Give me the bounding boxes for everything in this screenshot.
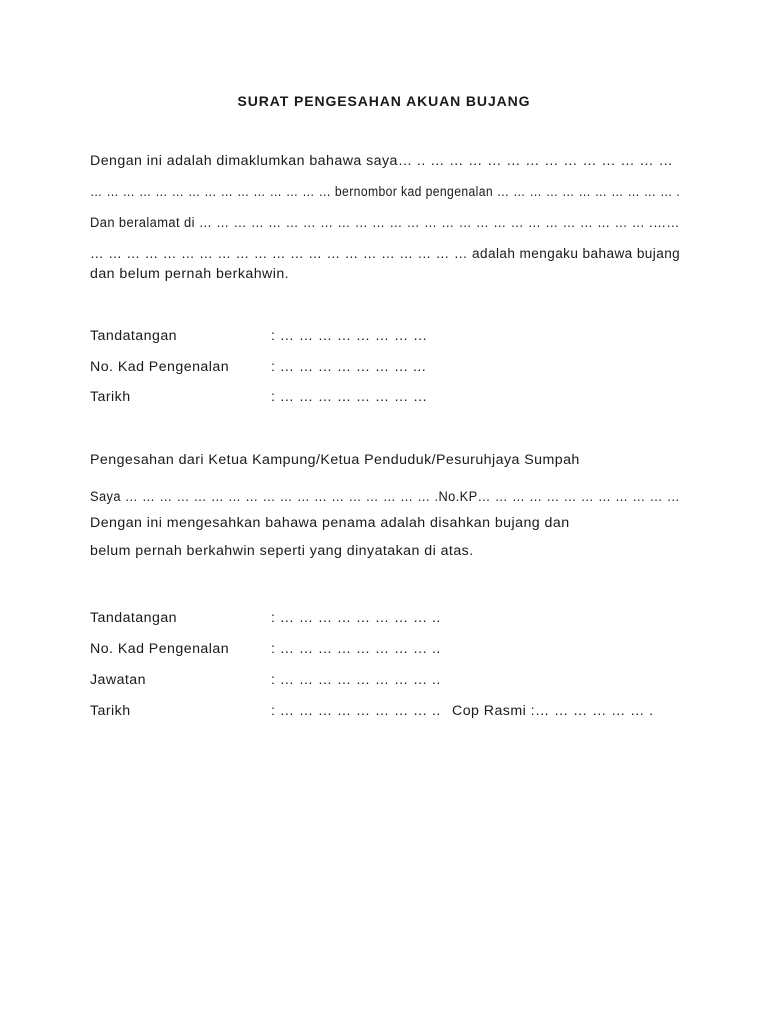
certifier-position-label: Jawatan (90, 672, 146, 688)
certifier-signature-field: : … … … … … … … … .. (271, 610, 441, 626)
certification-heading: Pengesahan dari Ketua Kampung/Ketua Penduduk/Pesuruhjaya Sumpah (90, 452, 580, 468)
declaration-line-1: Dengan ini adalah dimaklumkan bahawa saya… .. … … … … … … … … … … … … … (90, 153, 674, 169)
certifier-position-field: : … … … … … … … … .. (271, 672, 441, 688)
document-title (0, 93, 768, 109)
declarant-date-field: : … … … … … … … … (271, 389, 428, 405)
declarant-ic-label: No. Kad Pengenalan (90, 359, 230, 375)
official-stamp-field: Cop Rasmi :… … … … … … . (452, 703, 654, 719)
declaration-line-3: Dan beralamat di … … … … … … … … … … … … … … … … … … … … … … … … … … .…… (90, 215, 680, 231)
certification-line-2: Dengan ini mengesahkan bahawa penama adalah disahkan bujang dan (90, 515, 570, 531)
certifier-ic-label: No. Kad Pengenalan (90, 641, 230, 657)
declaration-line-2: … … … … … … … … … … … … … … … bernombor kad pengenalan … … … … … … … … … … … . (90, 184, 681, 200)
certifier-ic-field: : … … … … … … … … .. (271, 641, 441, 657)
certifier-signature-label: Tandatangan (90, 610, 177, 626)
declarant-date-label: Tarikh (90, 389, 131, 405)
declarant-signature-label: Tandatangan (90, 328, 177, 344)
declarant-signature-field: : … … … … … … … … (271, 328, 428, 344)
declaration-line-5: dan belum pernah berkahwin. (90, 266, 290, 282)
certifier-date-label: Tarikh (90, 703, 131, 719)
certifier-date-field: : … … … … … … … … .. (271, 703, 441, 719)
declarant-ic-field: : … … … … … … … ... (271, 359, 427, 375)
declaration-line-4: … … … … … … … … … … … … … … … … … … … … … adalah mengaku bahawa bujang (90, 246, 681, 262)
document-title-text: SURAT PENGESAHAN AKUAN BUJANG (237, 93, 531, 109)
certification-line-1: Saya … … … … … … … … … … … … … … … … … … .No.KP… … … … … … … … … … … … (90, 489, 681, 505)
certification-line-3: belum pernah berkahwin seperti yang dinyatakan di atas. (90, 543, 474, 559)
